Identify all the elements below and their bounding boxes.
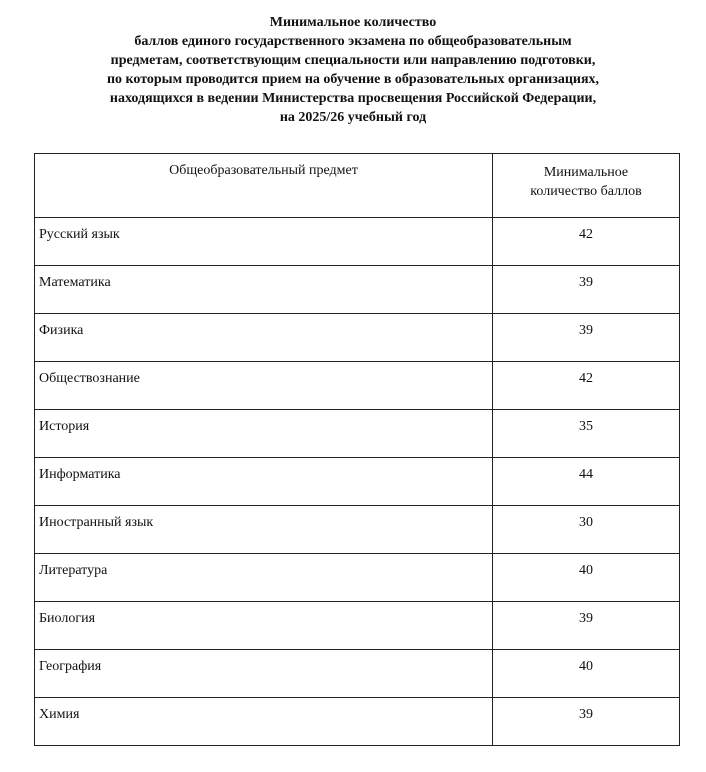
score-cell: 44 — [493, 458, 680, 506]
title-line: находящихся в ведении Министерства просвещения Российской Федерации, — [109, 91, 597, 106]
score-cell: 39 — [493, 602, 680, 650]
table-row — [35, 458, 680, 506]
subject-cell: История — [35, 410, 493, 458]
score-cell: 39 — [493, 698, 680, 746]
score-cell: 40 — [493, 554, 680, 602]
table-row — [35, 506, 680, 554]
subject-cell: Иностранный язык — [35, 506, 493, 554]
header-min-score-line: количество баллов — [530, 184, 642, 199]
score-cell: 39 — [493, 266, 680, 314]
table-row — [35, 698, 680, 746]
title-line: по которым проводится прием на обучение в образовательных организациях, — [106, 72, 600, 87]
title-line: баллов единого государственного экзамена по общеобразовательным — [134, 34, 572, 49]
score-cell: 42 — [493, 362, 680, 410]
table-row — [35, 266, 680, 314]
subject-cell: Обществознание — [35, 362, 493, 410]
subject-cell: Физика — [35, 314, 493, 362]
score-cell: 40 — [493, 650, 680, 698]
table-row — [35, 218, 680, 266]
table-header-row — [35, 154, 680, 218]
table-row — [35, 314, 680, 362]
subject-cell: Биология — [35, 602, 493, 650]
min-scores-table — [34, 153, 680, 746]
subject-cell: Русский язык — [35, 218, 493, 266]
table-row — [35, 554, 680, 602]
header-min-score-line: Минимальное — [543, 165, 629, 180]
subject-cell: Литература — [35, 554, 493, 602]
title-line: предметам, соответствующим специальности или направлению подготовки, — [110, 53, 596, 68]
subject-cell: Информатика — [35, 458, 493, 506]
table-row — [35, 650, 680, 698]
table-row — [35, 362, 680, 410]
table-row — [35, 410, 680, 458]
table-row — [35, 602, 680, 650]
subject-cell: Математика — [35, 266, 493, 314]
subject-cell: География — [35, 650, 493, 698]
header-min-score — [493, 154, 680, 218]
score-cell: 42 — [493, 218, 680, 266]
score-cell: 30 — [493, 506, 680, 554]
score-cell: 39 — [493, 314, 680, 362]
header-subject: Общеобразовательный предмет — [35, 154, 493, 218]
score-cell: 35 — [493, 410, 680, 458]
title-line: на 2025/26 учебный год — [279, 110, 427, 125]
document-title — [20, 13, 686, 127]
title-line: Минимальное количество — [269, 15, 437, 30]
subject-cell: Химия — [35, 698, 493, 746]
